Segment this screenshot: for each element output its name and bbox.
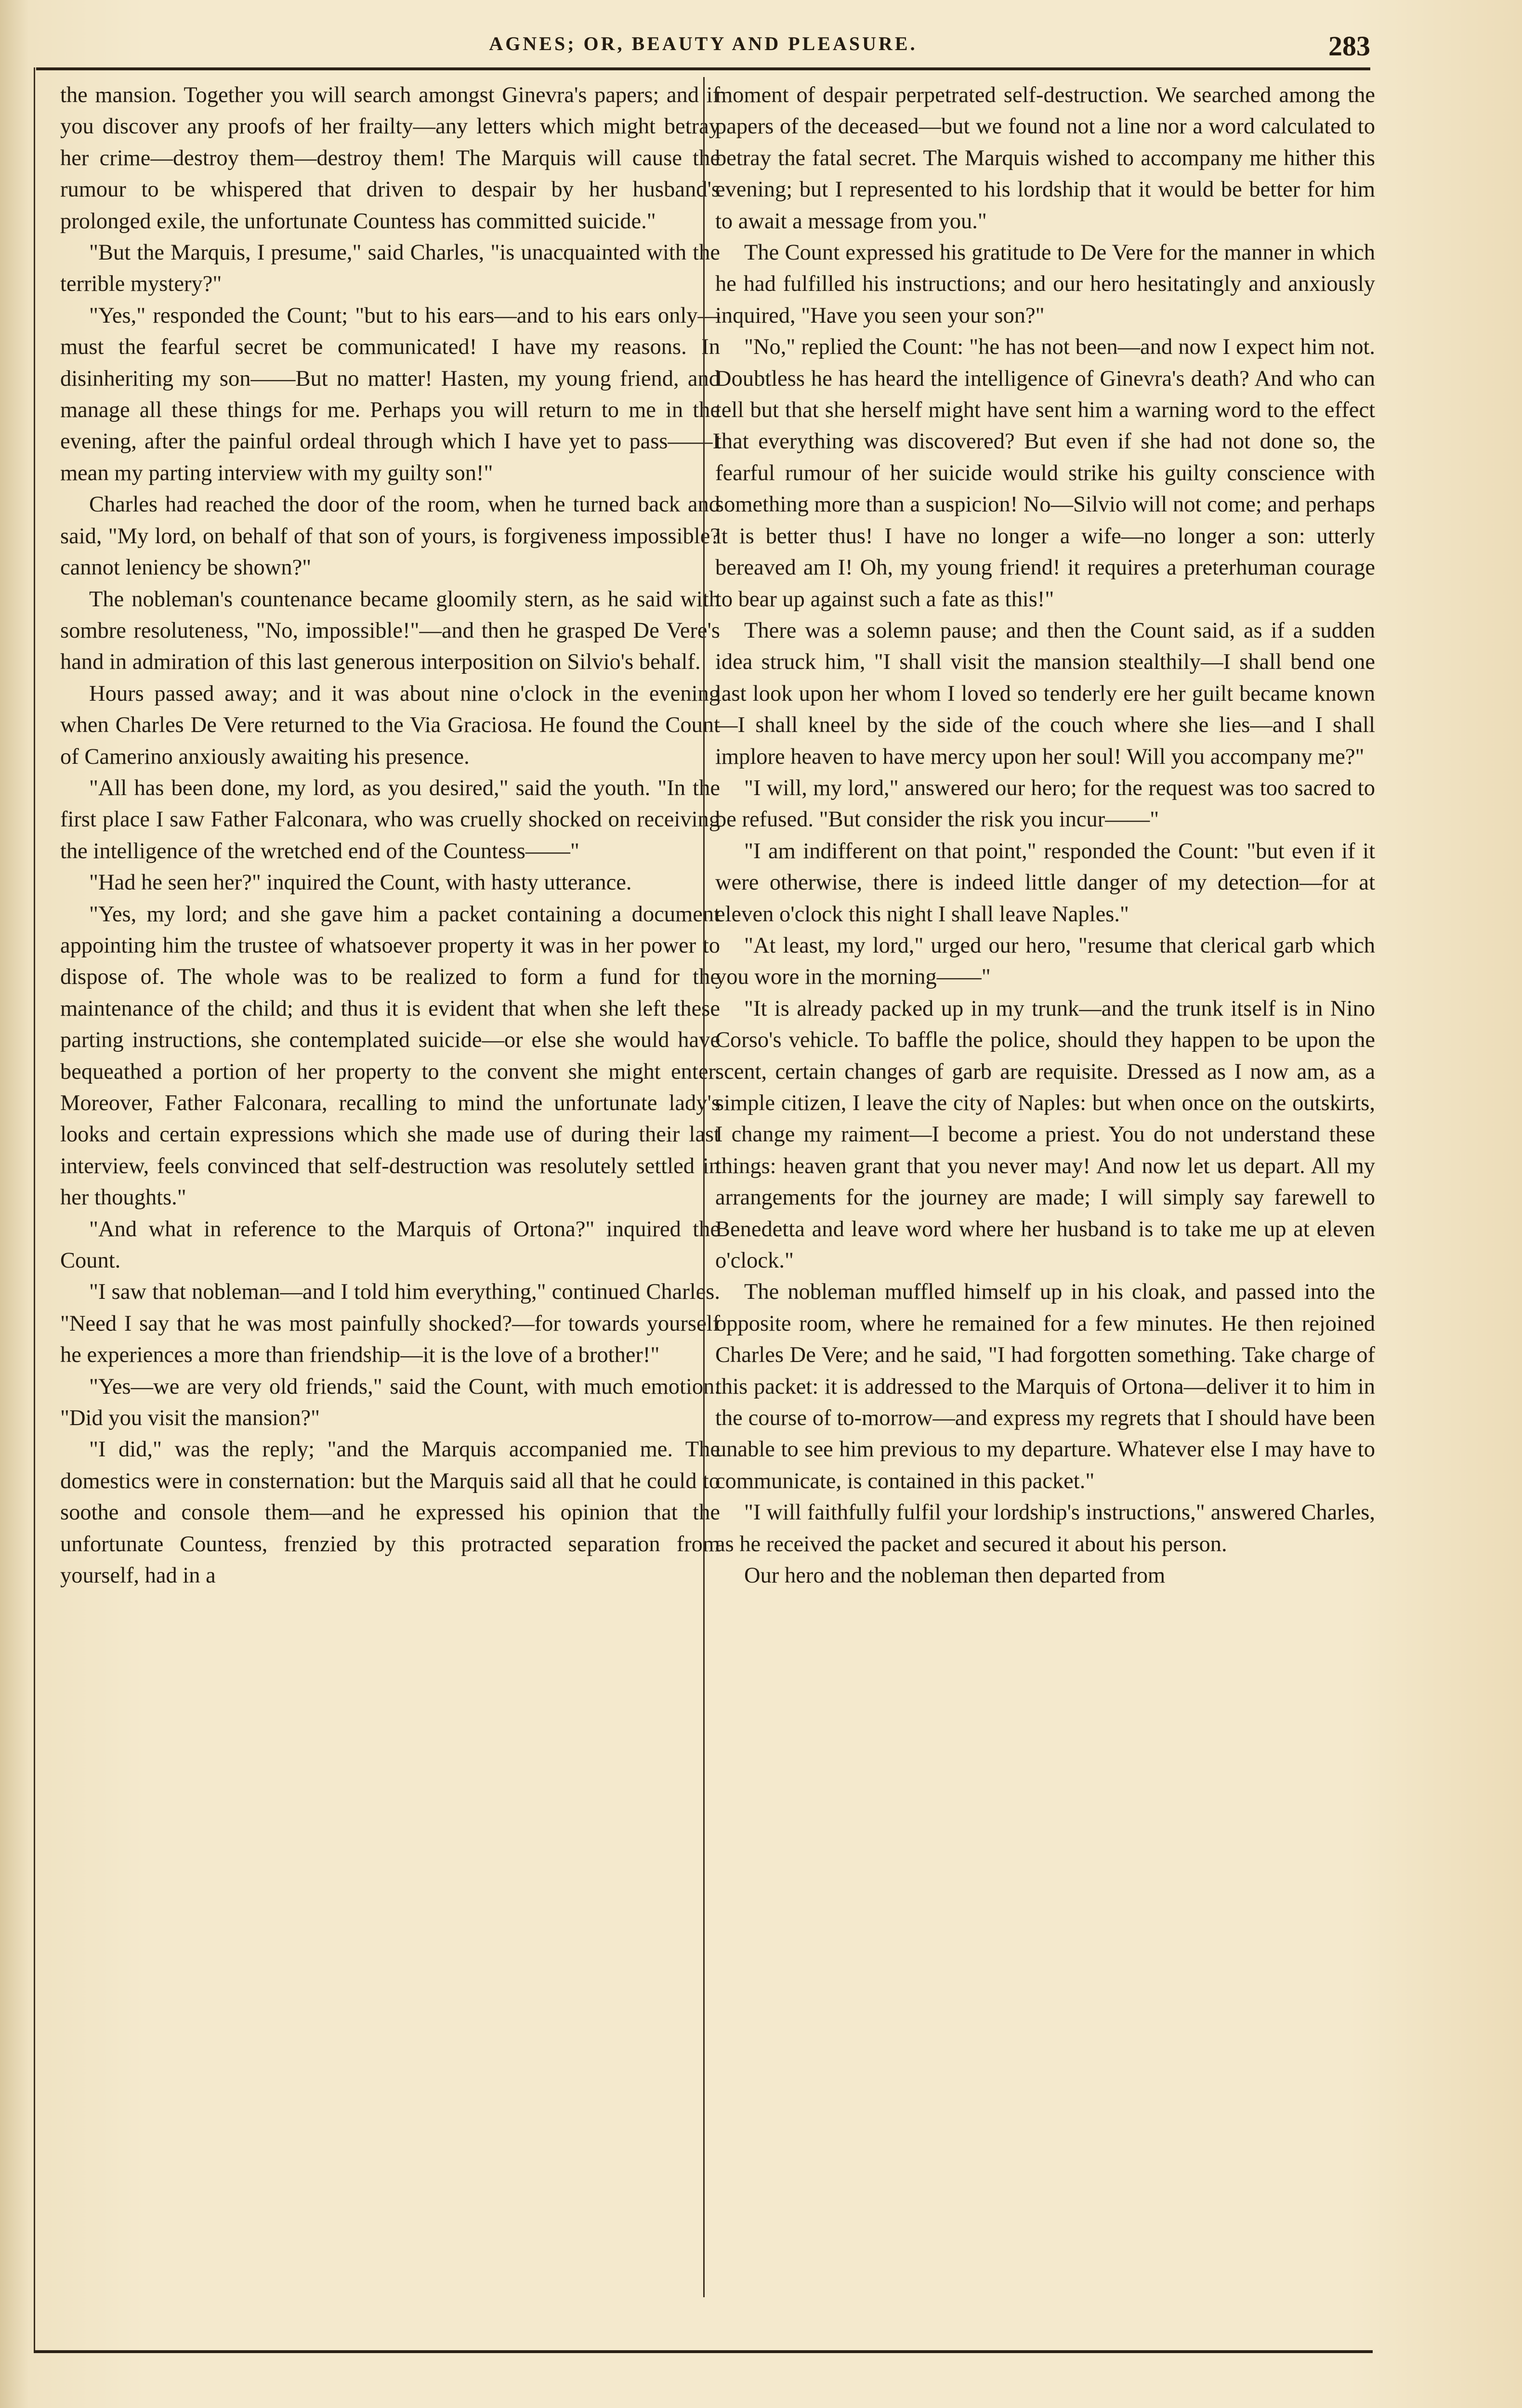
left-column xyxy=(60,79,720,2261)
paragraph: moment of despair perpetrated self-destruction. We searched among the papers of the deceased—but we found not a line nor a word calculated to betray the fatal secret. The Marquis wished to accompany me hither this evening; but I represented to his lordship that it would be better for him to await a message from you." xyxy=(715,83,1375,234)
paragraph: "I will, my lord," answered our hero; for the request was too sacred to be refused. "But consider the risk you incur——" xyxy=(715,775,1375,832)
paragraph: "I saw that nobleman—and I told him everything," continued Charles. "Need I say that he was most painfully shocked?—for towards yourself he experiences a more than friendship—it is the love of a brother!" xyxy=(60,1280,720,1368)
paragraph: "But the Marquis, I presume," said Charles, "is unacquainted with the terrible mystery?" xyxy=(60,240,720,297)
paragraph: Our hero and the nobleman then departed from xyxy=(744,1563,1166,1588)
paragraph: "I am indifferent on that point," responded the Count: "but even if it were otherwise, there is indeed little danger of my detection—for at eleven o'clock this night I shall leave Naples." xyxy=(715,838,1375,927)
right-column xyxy=(715,79,1375,2261)
paragraph: "Had he seen her?" inquired the Count, with hasty utterance. xyxy=(89,870,632,895)
paragraph: There was a solemn pause; and then the Count said, as if a sudden idea struck him, "I shall visit the mansion stealthily—I shall bend one last look upon her whom I loved so tenderly ere her guilt became known—I shall kneel by the side of the couch where she lies—and I shall implore heaven to have mercy upon her soul! Will you accompany me?" xyxy=(715,618,1375,769)
paragraph: "And what in reference to the Marquis of Ortona?" inquired the Count. xyxy=(60,1217,720,1273)
left-margin-rule xyxy=(34,67,35,2352)
paragraph: "Yes," responded the Count; "but to his ears—and to his ears only—must the fearful secret be communicated! I have my reasons. In disinheriting my son——But no matter! Hasten, my young friend, and manage all these things for me. Perhaps you will return to me in the evening, after the painful ordeal through which I have yet to pass——I mean my parting interview with my guilty son!" xyxy=(60,303,720,485)
paragraph: "I will faithfully fulfil your lordship's instructions," answered Charles, as he received the packet and secured it about his person. xyxy=(715,1500,1375,1557)
paragraph: "All has been done, my lord, as you desired," said the youth. "In the first place I saw Father Falconara, who was cruelly shocked on receiving the intelligence of the wretched end of the Countess——" xyxy=(60,775,720,864)
paragraph: "At least, my lord," urged our hero, "resume that clerical garb which you wore in the morning——" xyxy=(715,933,1375,990)
paragraph: The Count expressed his gratitude to De Vere for the manner in which he had fulfilled his instructions; and our hero hesitatingly and anxiously inquired, "Have you seen your son?" xyxy=(715,240,1375,328)
paragraph: The nobleman muffled himself up in his cloak, and passed into the opposite room, where he remained for a few minutes. He then rejoined Charles De Vere; and he said, "I had forgotten something. Take charge of this packet: it is addressed to the Marquis of Ortona—deliver it to him in the course of to-morrow—and express my regrets that I should have been unable to see him previous to my departure. Whatever else I may have to communicate, is contained in this packet." xyxy=(715,1280,1375,1493)
paragraph: Charles had reached the door of the room, when he turned back and said, "My lord, on behalf of that son of yours, is forgiveness impossible? cannot leniency be shown?" xyxy=(60,492,720,580)
header-rule xyxy=(36,67,1370,70)
paragraph: "It is already packed up in my trunk—and the trunk itself is in Nino Corso's vehicle. To baffle the police, should they happen to be upon the scent, certain changes of garb are requisite. Dressed as I now am, as a simple citizen, I leave the city of Naples: but when once on the outskirts, I change my raiment—I become a priest. You do not understand these things: heaven grant that you never may! And now let us depart. All my arrangements for the journey are made; I will simply say farewell to Benedetta and leave word where her husband is to take me up at eleven o'clock." xyxy=(715,996,1375,1273)
paragraph: Hours passed away; and it was about nine o'clock in the evening when Charles De Vere returned to the Via Graciosa. He found the Count of Camerino anxiously awaiting his presence. xyxy=(60,681,720,769)
running-head: AGNES; OR, BEAUTY AND PLEASURE. xyxy=(489,32,918,54)
paragraph: "I did," was the reply; "and the Marquis accompanied me. The domestics were in consternation: but the Marquis said all that he could to soothe and console them—and he expressed his opinion that the unfortunate Countess, frenzied by this protracted separation from yourself, had in a xyxy=(60,1437,720,1588)
paragraph: the mansion. Together you will search amongst Ginevra's papers; and if you discover any proofs of her frailty—any letters which might betray her crime—destroy them—destroy them! The Marquis will cause the rumour to be whispered that driven to despair by her husband's prolonged exile, the unfortunate Countess has committed suicide." xyxy=(60,83,720,234)
page-number: 283 xyxy=(1328,30,1370,62)
paragraph: "No," replied the Count: "he has not been—and now I expect him not. Doubtless he has heard the intelligence of Ginevra's death? And who can tell but that she herself might have sent him a warning word to the effect that everything was discovered? But even if she had not done so, the fearful rumour of her suicide would strike his guilty conscience with something more than a suspicion! No—Silvio will not come; and perhaps it is better thus! I have no longer a wife—no longer a son: utterly bereaved am I! Oh, my young friend! it requires a preterhuman courage to bear up against such a fate as this!" xyxy=(715,335,1375,612)
column-divider xyxy=(703,77,705,2297)
paragraph: The nobleman's countenance became gloomily stern, as he said with sombre resoluteness, "No, impossible!"—and then he grasped De Vere's hand in admiration of this last generous interposition on Silvio's behalf. xyxy=(60,587,720,675)
paragraph: "Yes, my lord; and she gave him a packet containing a document appointing him the trustee of whatsoever property it was in her power to dispose of. The whole was to be realized to form a fund for the maintenance of the child; and thus it is evident that when she left these parting instructions, she contemplated suicide—or else she would have bequeathed a portion of her property to the convent she might enter. Moreover, Father Falconara, recalling to mind the unfortunate lady's looks and certain expressions which she made use of during their last interview, feels convinced that self-destruction was resolutely settled in her thoughts." xyxy=(60,902,720,1210)
page-header xyxy=(36,19,1370,67)
paragraph: "Yes—we are very old friends," said the Count, with much emotion. "Did you visit the mansion?" xyxy=(60,1374,720,1431)
footer-rule xyxy=(34,2350,1373,2353)
